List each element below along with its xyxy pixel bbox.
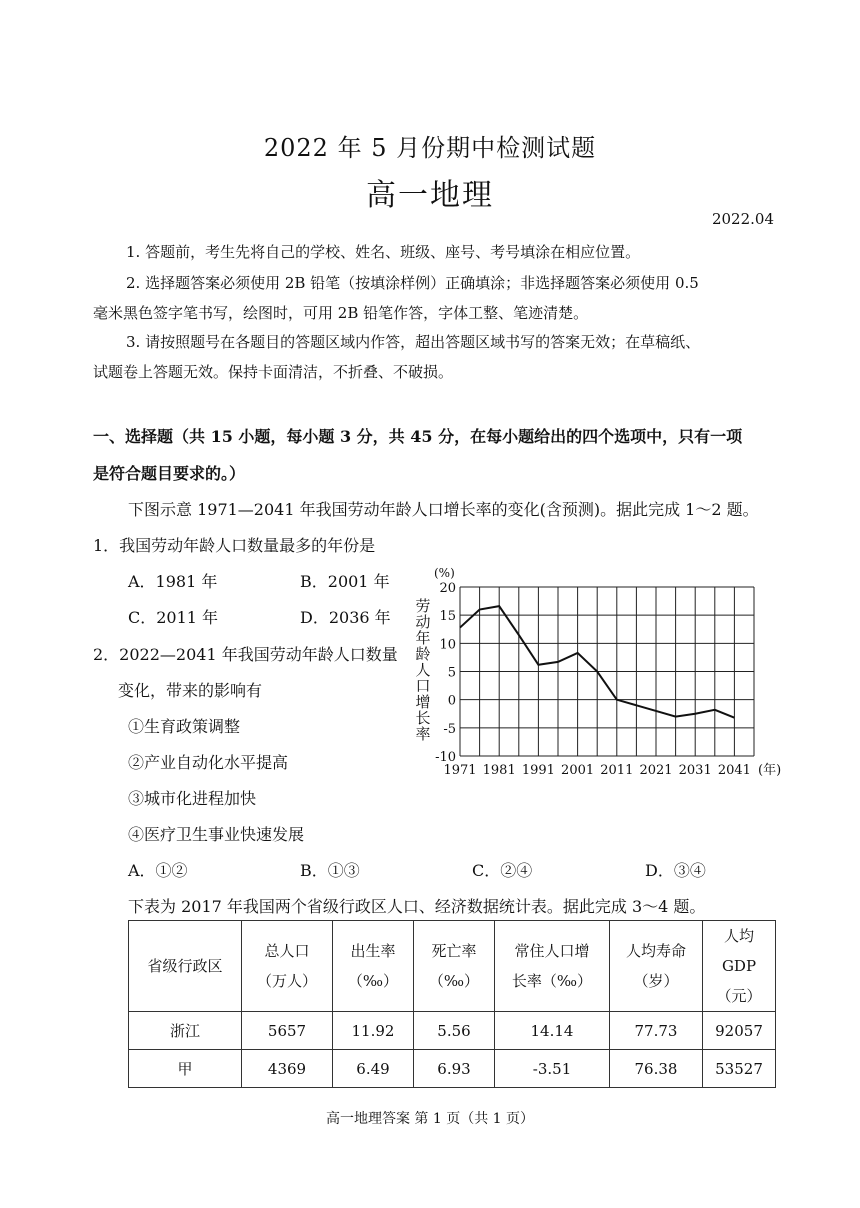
note-2-line2: 毫米黑色签字笔书写，绘图时，可用 2B 铅笔作答，字体工整、笔迹清楚。 [93, 304, 589, 322]
th-province: 省级行政区 [129, 921, 242, 1012]
subject-title: 高一地理 [366, 178, 494, 213]
x-tick-label: 2001 [561, 763, 595, 778]
q1-stem: 1．我国劳动年龄人口数量最多的年份是 [93, 536, 376, 555]
y-tick-label: 20 [439, 581, 456, 596]
q1-option-b: B．2001 年 [300, 572, 390, 591]
table-row [129, 1012, 776, 1050]
x-tick-label: 1981 [482, 763, 516, 778]
y-tick-label: 10 [439, 637, 456, 653]
x-tick-label: 1991 [521, 763, 555, 778]
y-tick-label: 0 [447, 693, 456, 709]
q2-stem-line1: 2．2022—2041 年我国劳动年龄人口数量 [93, 645, 398, 664]
note-3-line1: 3. 请按照题号在各题目的答题区域内作答，超出答题区域书写的答案无效；在草稿纸、 [126, 333, 701, 351]
th-population: 总人口 （万人） [242, 921, 333, 1012]
q2-item-4: ④医疗卫生事业快速发展 [128, 825, 305, 844]
note-3-line2: 试题卷上答题无效。保持卡面清洁，不折叠、不破损。 [93, 363, 454, 381]
cell: 92057 [703, 1012, 776, 1050]
labor-growth-chart [420, 555, 790, 785]
y-tick-label: -10 [435, 750, 456, 765]
cell: 77.73 [610, 1012, 703, 1050]
q1-option-c: C．2011 年 [128, 608, 219, 627]
cell: 11.92 [333, 1012, 414, 1050]
q2-item-1: ①生育政策调整 [128, 717, 241, 736]
cell: 53527 [703, 1050, 776, 1088]
q2-item-3: ③城市化进程加快 [128, 789, 257, 808]
th-life-expectancy: 人均寿命 （岁） [610, 921, 703, 1012]
th-birth-rate: 出生率 （‰） [333, 921, 414, 1012]
intro-q3-4: 下表为 2017 年我国两个省级行政区人口、经济数据统计表。据此完成 3～4 题。 [128, 897, 706, 916]
q1-option-d: D．2036 年 [300, 608, 391, 627]
q2-option-d: D．③④ [645, 861, 706, 880]
cell: 5.56 [414, 1012, 495, 1050]
q2-option-a: A．①② [128, 861, 188, 880]
cell: 浙江 [129, 1012, 242, 1050]
table-row [129, 1050, 776, 1088]
chart-y-axis-label: 劳 动 年 龄 人 口 增 长 率 [415, 597, 431, 743]
y-tick-label: 15 [439, 609, 456, 625]
note-1: 1. 答题前，考生先将自己的学校、姓名、班级、座号、考号填涂在相应位置。 [126, 243, 641, 261]
cell: 14.14 [495, 1012, 610, 1050]
x-tick-label: 2031 [678, 763, 712, 778]
th-growth-rate: 常住人口增 长率（‰） [495, 921, 610, 1012]
q2-item-2: ②产业自动化水平提高 [128, 753, 289, 772]
y-unit-label: (%) [434, 566, 455, 580]
x-unit-label: (年) [758, 763, 782, 778]
note-2-line1: 2. 选择题答案必须使用 2B 铅笔（按填涂样例）正确填涂；非选择题答案必须使用 0.5 [126, 274, 699, 292]
q2-option-b: B．①③ [300, 861, 360, 880]
section-heading-line2: 是符合题目要求的。） [93, 464, 246, 483]
cell: 6.93 [414, 1050, 495, 1088]
x-tick-label: 2041 [717, 763, 751, 778]
section-heading-line1: 一、选择题（共 15 小题，每小题 3 分，共 45 分，在每小题给出的四个选项中，只有一项 [93, 427, 743, 446]
province-stats-table [128, 920, 776, 1088]
cell: 5657 [242, 1012, 333, 1050]
th-gdp-per-capita: 人均 GDP （元） [703, 921, 776, 1012]
y-tick-label: 5 [447, 665, 456, 681]
table-header-row [129, 921, 776, 1012]
cell: -3.51 [495, 1050, 610, 1088]
exam-title: 2022 年 5 月份期中检测试题 [263, 134, 597, 162]
q1-option-a: A．1981 年 [128, 572, 218, 591]
cell: 6.49 [333, 1050, 414, 1088]
cell: 76.38 [610, 1050, 703, 1088]
q2-option-c: C．②④ [472, 861, 533, 880]
x-tick-label: 2021 [639, 763, 673, 778]
exam-date: 2022.04 [711, 210, 774, 228]
th-death-rate: 死亡率 （‰） [414, 921, 495, 1012]
intro-q1-2: 下图示意 1971—2041 年我国劳动年龄人口增长率的变化(含预测)。据此完成 1～2 题。 [128, 500, 759, 519]
y-tick-label: -5 [443, 721, 456, 737]
q2-stem-line2: 变化，带来的影响有 [118, 681, 263, 700]
x-tick-label: 1971 [443, 763, 477, 778]
cell: 4369 [242, 1050, 333, 1088]
page-footer: 高一地理答案 第 1 页（共 1 页） [325, 1111, 535, 1127]
cell: 甲 [129, 1050, 242, 1088]
x-tick-label: 2011 [600, 763, 634, 778]
